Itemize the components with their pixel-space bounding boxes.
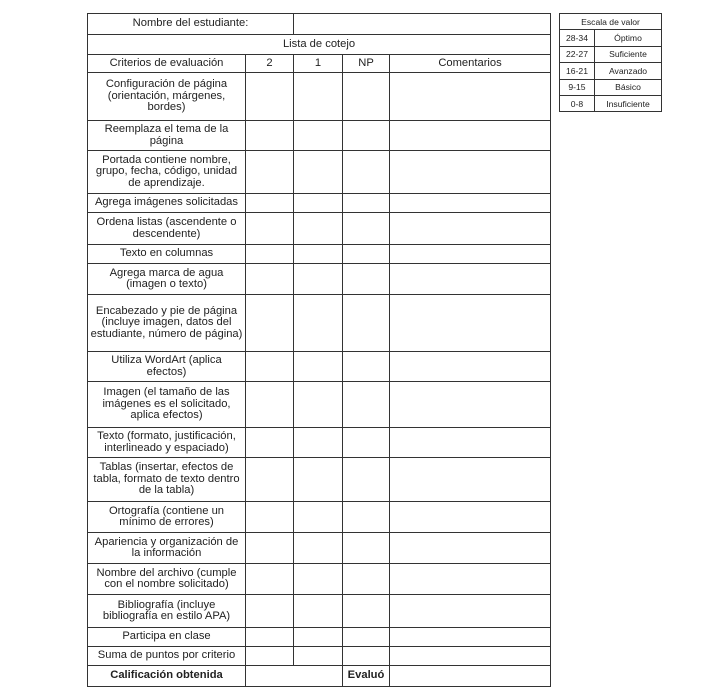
- score-2-cell[interactable]: [246, 382, 294, 428]
- header-score-1: 1: [294, 55, 343, 73]
- score-1-cell[interactable]: [294, 533, 343, 564]
- scale-label: Avanzado: [595, 63, 662, 79]
- criteria-row: [88, 352, 551, 382]
- value-scale-title: Escala de valor: [560, 14, 662, 30]
- comments-cell[interactable]: [390, 213, 551, 245]
- comments-cell[interactable]: [390, 194, 551, 213]
- criteria-row: [88, 533, 551, 564]
- score-2-cell[interactable]: [246, 458, 294, 502]
- criteria-row: [88, 73, 551, 121]
- score-2-cell[interactable]: [246, 564, 294, 595]
- criteria-label: Portada contiene nombre, grupo, fecha, código, unidad de aprendizaje.: [88, 151, 246, 194]
- criteria-row: [88, 245, 551, 264]
- comments-cell[interactable]: [390, 151, 551, 194]
- comments-cell[interactable]: [390, 264, 551, 295]
- score-1-cell[interactable]: [294, 458, 343, 502]
- criteria-row: [88, 194, 551, 213]
- criteria-row: [88, 151, 551, 194]
- grade-label: Calificación obtenida: [88, 666, 246, 687]
- np-cell[interactable]: [343, 458, 390, 502]
- np-cell[interactable]: [343, 564, 390, 595]
- criteria-row: [88, 647, 551, 666]
- header-comments: Comentarios: [390, 55, 551, 73]
- header-criteria: Criterios de evaluación: [88, 55, 246, 73]
- criteria-label: Encabezado y pie de página (incluye imagen, datos del estudiante, número de página): [88, 295, 246, 352]
- comments-cell[interactable]: [390, 647, 551, 666]
- comments-cell[interactable]: [390, 564, 551, 595]
- criteria-row: [88, 564, 551, 595]
- criteria-row: [88, 382, 551, 428]
- score-2-cell[interactable]: [246, 428, 294, 458]
- score-1-cell[interactable]: [294, 502, 343, 533]
- score-1-cell[interactable]: [294, 264, 343, 295]
- scale-range: 9-15: [560, 79, 595, 95]
- score-2-cell[interactable]: [246, 151, 294, 194]
- score-1-cell[interactable]: [294, 428, 343, 458]
- value-scale-table: [559, 13, 662, 112]
- criteria-label: Texto (formato, justificación, interlineado y espaciado): [88, 428, 246, 458]
- np-cell[interactable]: [343, 628, 390, 647]
- criteria-label: Ordena listas (ascendente o descendente): [88, 213, 246, 245]
- score-2-cell[interactable]: [246, 73, 294, 121]
- np-cell[interactable]: [343, 352, 390, 382]
- evaluator-label: Evaluó: [343, 666, 390, 687]
- criteria-label: Agrega marca de agua (imagen o texto): [88, 264, 246, 295]
- criteria-label: Reemplaza el tema de la página: [88, 121, 246, 151]
- score-1-cell[interactable]: [294, 628, 343, 647]
- np-cell[interactable]: [343, 213, 390, 245]
- scale-row: [560, 30, 662, 46]
- score-1-cell[interactable]: [294, 382, 343, 428]
- score-2-cell[interactable]: [246, 213, 294, 245]
- score-2-cell[interactable]: [246, 533, 294, 564]
- np-cell[interactable]: [343, 245, 390, 264]
- comments-cell[interactable]: [390, 628, 551, 647]
- score-2-cell[interactable]: [246, 121, 294, 151]
- criteria-label: Bibliografía (incluye bibliografía en estilo APA): [88, 595, 246, 628]
- comments-cell[interactable]: [390, 502, 551, 533]
- scale-label: Insuficiente: [595, 95, 662, 111]
- criteria-row: [88, 458, 551, 502]
- score-1-cell[interactable]: [294, 647, 343, 666]
- criteria-row: [88, 595, 551, 628]
- comments-cell[interactable]: [390, 73, 551, 121]
- grade-value-cell[interactable]: [246, 666, 343, 687]
- criteria-label: Participa en clase: [88, 628, 246, 647]
- comments-cell[interactable]: [390, 352, 551, 382]
- comments-cell[interactable]: [390, 121, 551, 151]
- comments-cell[interactable]: [390, 595, 551, 628]
- student-name-label: Nombre del estudiante:: [88, 14, 294, 35]
- np-cell[interactable]: [343, 502, 390, 533]
- score-1-cell[interactable]: [294, 194, 343, 213]
- criteria-row: [88, 295, 551, 352]
- header-np: NP: [343, 55, 390, 73]
- score-1-cell[interactable]: [294, 295, 343, 352]
- scale-row: [560, 95, 662, 111]
- np-cell[interactable]: [343, 428, 390, 458]
- score-1-cell[interactable]: [294, 595, 343, 628]
- np-cell[interactable]: [343, 533, 390, 564]
- criteria-label: Configuración de página (orientación, márgenes, bordes): [88, 73, 246, 121]
- score-2-cell[interactable]: [246, 245, 294, 264]
- scale-range: 28-34: [560, 30, 595, 46]
- comments-cell[interactable]: [390, 295, 551, 352]
- checklist-title: Lista de cotejo: [88, 35, 551, 55]
- scale-range: 16-21: [560, 63, 595, 79]
- comments-cell[interactable]: [390, 533, 551, 564]
- score-1-cell[interactable]: [294, 121, 343, 151]
- score-2-cell[interactable]: [246, 502, 294, 533]
- np-cell[interactable]: [343, 647, 390, 666]
- criteria-label: Nombre del archivo (cumple con el nombre solicitado): [88, 564, 246, 595]
- score-2-cell[interactable]: [246, 194, 294, 213]
- score-1-cell[interactable]: [294, 564, 343, 595]
- score-1-cell[interactable]: [294, 245, 343, 264]
- np-cell[interactable]: [343, 264, 390, 295]
- np-cell[interactable]: [343, 295, 390, 352]
- scale-label: Básico: [595, 79, 662, 95]
- score-2-cell[interactable]: [246, 595, 294, 628]
- scale-row: [560, 63, 662, 79]
- score-2-cell[interactable]: [246, 352, 294, 382]
- header-score-2: 2: [246, 55, 294, 73]
- comments-cell[interactable]: [390, 458, 551, 502]
- criteria-label: Utiliza WordArt (aplica efectos): [88, 352, 246, 382]
- comments-cell[interactable]: [390, 428, 551, 458]
- score-1-cell[interactable]: [294, 213, 343, 245]
- scale-label: Óptimo: [595, 30, 662, 46]
- scale-row: [560, 46, 662, 62]
- score-2-cell[interactable]: [246, 295, 294, 352]
- score-2-cell[interactable]: [246, 628, 294, 647]
- score-2-cell[interactable]: [246, 647, 294, 666]
- np-cell[interactable]: [343, 595, 390, 628]
- scale-row: [560, 79, 662, 95]
- criteria-row: [88, 264, 551, 295]
- comments-cell[interactable]: [390, 382, 551, 428]
- student-name-field[interactable]: [294, 14, 551, 35]
- criteria-row: [88, 121, 551, 151]
- criteria-row: [88, 502, 551, 533]
- criteria-label: Agrega imágenes solicitadas: [88, 194, 246, 213]
- scale-range: 22-27: [560, 46, 595, 62]
- score-1-cell[interactable]: [294, 151, 343, 194]
- np-cell[interactable]: [343, 151, 390, 194]
- np-cell[interactable]: [343, 382, 390, 428]
- np-cell[interactable]: [343, 194, 390, 213]
- np-cell[interactable]: [343, 73, 390, 121]
- criteria-row: [88, 213, 551, 245]
- comments-cell[interactable]: [390, 245, 551, 264]
- criteria-row: [88, 428, 551, 458]
- grade-row: [88, 666, 551, 687]
- evaluator-value-cell[interactable]: [390, 666, 551, 687]
- scale-label: Suficiente: [595, 46, 662, 62]
- checklist-table: [87, 13, 551, 687]
- criteria-label: Imagen (el tamaño de las imágenes es el solicitado, aplica efectos): [88, 382, 246, 428]
- np-cell[interactable]: [343, 121, 390, 151]
- criteria-label: Suma de puntos por criterio: [88, 647, 246, 666]
- criteria-label: Tablas (insertar, efectos de tabla, formato de texto dentro de la tabla): [88, 458, 246, 502]
- criteria-label: Texto en columnas: [88, 245, 246, 264]
- criteria-row: [88, 628, 551, 647]
- score-1-cell[interactable]: [294, 73, 343, 121]
- score-2-cell[interactable]: [246, 264, 294, 295]
- criteria-label: Apariencia y organización de la información: [88, 533, 246, 564]
- score-1-cell[interactable]: [294, 352, 343, 382]
- scale-range: 0-8: [560, 95, 595, 111]
- criteria-label: Ortografía (contiene un mínimo de errores): [88, 502, 246, 533]
